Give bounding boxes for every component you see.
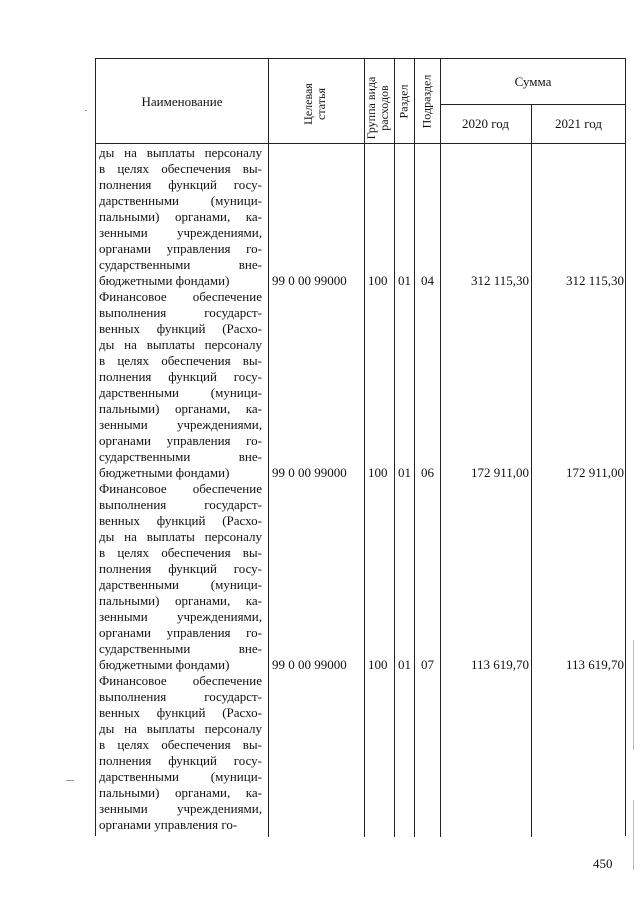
target-article-cell: 99 0 00 99000 bbox=[272, 465, 347, 480]
name-line: в целях обеспечения вы- bbox=[99, 353, 262, 368]
name-line: сударственными вне- bbox=[99, 257, 262, 272]
sum-2021-cell: 113 619,70 bbox=[565, 657, 624, 672]
sum-2020-cell: 113 619,70 bbox=[470, 657, 529, 672]
name-column bbox=[99, 145, 262, 833]
col-divider bbox=[364, 59, 365, 837]
target-article-cell: 99 0 00 99000 bbox=[272, 657, 347, 672]
name-line: зенными учреждениями, bbox=[99, 417, 262, 432]
expense-group-cell: 100 bbox=[368, 273, 388, 288]
name-line: венных функций (Расхо- bbox=[99, 513, 262, 528]
subsection-cell: 06 bbox=[421, 465, 434, 480]
scan-speck bbox=[66, 780, 74, 781]
name-line: дарственными (муници- bbox=[99, 577, 262, 592]
section-cell: 01 bbox=[398, 657, 411, 672]
name-line: выполнения государст- bbox=[99, 305, 262, 320]
name-line: ды на выплаты персоналу bbox=[99, 721, 262, 736]
name-line: пальными) органами, ка- bbox=[99, 593, 262, 608]
name-line: в целях обеспечения вы- bbox=[99, 545, 262, 560]
name-line: полнения функций госу- bbox=[99, 753, 262, 768]
name-line: полнения функций госу- bbox=[99, 177, 262, 192]
expense-group-cell: 100 bbox=[368, 465, 388, 480]
name-line: ды на выплаты персоналу bbox=[99, 145, 262, 160]
name-line: зенными учреждениями, bbox=[99, 225, 262, 240]
name-line: дарственными (муници- bbox=[99, 769, 262, 784]
name-line: бюджетными фондами) bbox=[99, 273, 230, 288]
name-line: в целях обеспечения вы- bbox=[99, 161, 262, 176]
header-sum: Сумма bbox=[514, 74, 552, 89]
name-line: венных функций (Расхо- bbox=[99, 705, 262, 720]
name-line: пальными) органами, ка- bbox=[99, 785, 262, 800]
target-article-cell: 99 0 00 99000 bbox=[272, 273, 347, 288]
header-year-2020: 2020 год bbox=[462, 116, 509, 131]
header-subsection: Подраздел bbox=[419, 74, 434, 129]
name-line: бюджетными фондами) bbox=[99, 465, 230, 480]
name-line: пальными) органами, ка- bbox=[99, 401, 262, 416]
name-line: органами управления го- bbox=[99, 817, 238, 832]
header-expense-group: Группа вида расходов bbox=[364, 76, 391, 140]
name-line: Финансовое обеспечение bbox=[99, 481, 262, 496]
scan-speck bbox=[85, 110, 87, 111]
scan-edge-mark bbox=[633, 640, 634, 750]
expense-group-cell: 100 bbox=[368, 657, 388, 672]
col-divider bbox=[394, 59, 395, 837]
name-line: венных функций (Расхо- bbox=[99, 321, 262, 336]
budget-table bbox=[95, 58, 626, 836]
name-line: органами управления го- bbox=[99, 625, 262, 640]
page-number: 450 bbox=[593, 856, 613, 871]
name-line: в целях обеспечения вы- bbox=[99, 737, 262, 752]
name-line: Финансовое обеспечение bbox=[99, 673, 262, 688]
sum-2020-cell: 312 115,30 bbox=[470, 273, 529, 288]
header-divider bbox=[440, 104, 626, 105]
header-target-article: Целевая статья bbox=[301, 83, 328, 125]
section-cell: 01 bbox=[398, 273, 411, 288]
subsection-cell: 07 bbox=[421, 657, 434, 672]
header-bottom-border bbox=[96, 143, 626, 144]
header-section: Раздел bbox=[396, 84, 411, 119]
name-line: полнения функций госу- bbox=[99, 369, 262, 384]
name-line: зенными учреждениями, bbox=[99, 801, 262, 816]
name-line: органами управления го- bbox=[99, 241, 262, 256]
section-cell: 01 bbox=[398, 465, 411, 480]
name-line: Финансовое обеспечение bbox=[99, 289, 262, 304]
name-line: сударственными вне- bbox=[99, 449, 262, 464]
sum-2021-cell: 312 115,30 bbox=[565, 273, 624, 288]
name-line: ды на выплаты персоналу bbox=[99, 337, 262, 352]
name-line: дарственными (муници- bbox=[99, 385, 262, 400]
subsection-cell: 04 bbox=[421, 273, 434, 288]
name-line: выполнения государст- bbox=[99, 497, 262, 512]
col-divider bbox=[531, 104, 532, 837]
col-divider bbox=[414, 59, 415, 837]
sum-2021-cell: 172 911,00 bbox=[565, 465, 624, 480]
col-divider bbox=[440, 59, 441, 837]
name-line: пальными) органами, ка- bbox=[99, 209, 262, 224]
name-line: сударственными вне- bbox=[99, 641, 262, 656]
name-line: органами управления го- bbox=[99, 433, 262, 448]
name-line: ды на выплаты персоналу bbox=[99, 529, 262, 544]
name-line: выполнения государст- bbox=[99, 689, 262, 704]
name-line: полнения функций госу- bbox=[99, 561, 262, 576]
name-line: дарственными (муници- bbox=[99, 193, 262, 208]
col-divider bbox=[268, 59, 269, 837]
header-name: Наименование bbox=[141, 94, 223, 109]
name-line: бюджетными фондами) bbox=[99, 657, 230, 672]
header-year-2021: 2021 год bbox=[555, 116, 602, 131]
scan-edge-mark bbox=[633, 800, 634, 870]
sum-2020-cell: 172 911,00 bbox=[470, 465, 529, 480]
name-line: зенными учреждениями, bbox=[99, 609, 262, 624]
